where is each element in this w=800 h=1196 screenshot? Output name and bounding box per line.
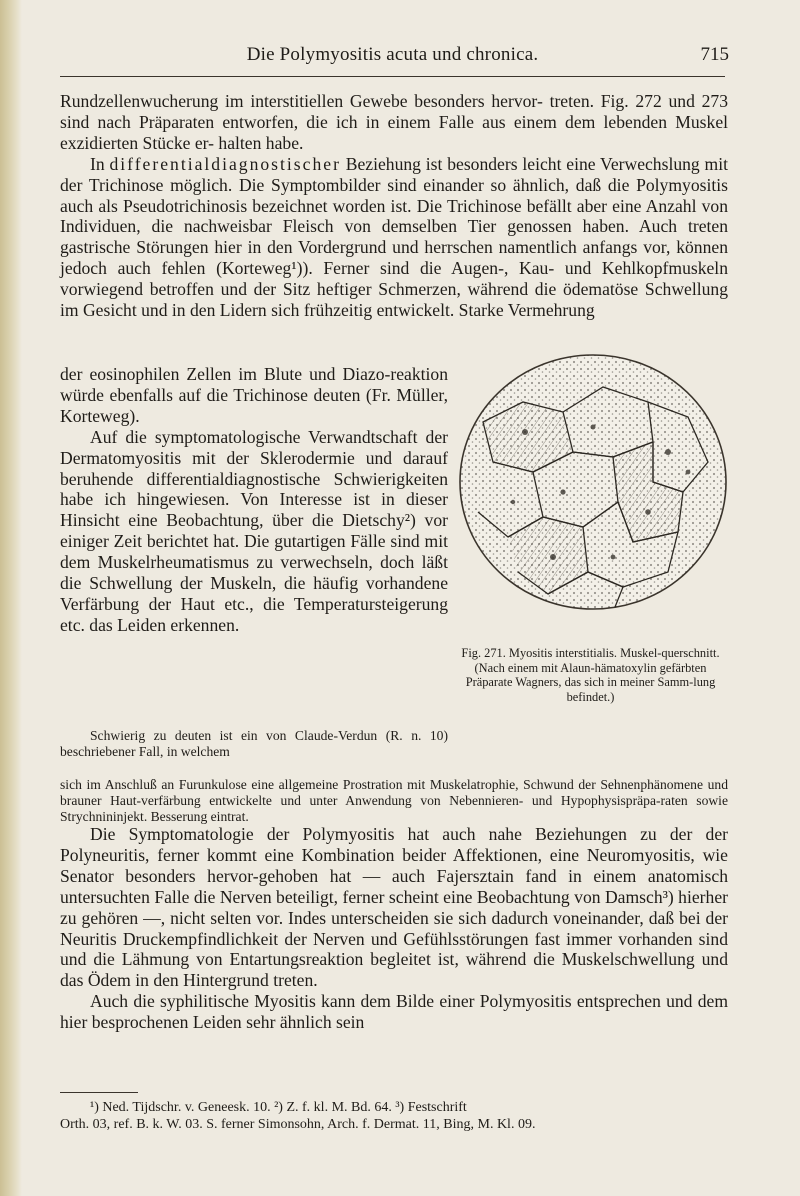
paragraph-3: Auf die symptomatologische Verwandtschaft der Dermatomyositis mit der Sklerodermie und darauf beruhende differentialdiagnostische Schwierigkeiten habe ich hingewiesen. Von Interesse ist in dieser Hinsicht eine Beobachtung, über die Dietschy²) vor einiger Zeit berichtet hat. Die gutartigen Fälle sind mit dem Muskelrheumatismus zu verwechseln, doch läßt die Schwellung der Muskeln, die häufig vorhandene Verfärbung der Haut etc., die Temperatursteigerung etc. das Leiden erkennen. (60, 426, 448, 635)
paragraph-2-continued: der eosinophilen Zellen im Blute und Diazo-reaktion würde ebenfalls auf die Trichinose deuten (Fr. Müller, Korteweg). (60, 364, 448, 426)
small-print-narrow (60, 728, 448, 760)
footnote-line-2: Orth. 03, ref. B. k. W. 03. S. ferner Simonsohn, Arch. f. Dermat. 11, Bing, M. Kl. 09. (60, 1117, 536, 1132)
small-print-paragraph: sich im Anschluß an Furunkulose eine allgemeine Prostration mit Muskelatrophie, Schwund der Sehnenphänomene und brauner Haut-verfärbung entwickelte und unter Anwendung von Nebennieren- und Hypophysispräpa-raten sowie Strychnininjekt. Besserung eintrat. (60, 777, 728, 825)
paragraph-4: Die Symptomatologie der Polymyositis hat auch nahe Beziehungen zu der der Polyneuritis, ferner kommt eine Kombination beider Affektionen, eine Neuromyositis, wie Senator besonders hervor-gehoben hat — auch Fajersztain fand in einem anatomisch untersuchten Falle die Nerven beteiligt, ferner scheint eine Beobachtung von Damsch³) hierher zu gehören —, nicht selten vor. Indes unterscheiden sie sich dadurch voneinander, daß bei der Neuritis Druckempfindlichkeit der Nerven und Gefühlsstörungen fast immer vorhanden sind und die Lähmung von Entartungsreaktion begleitet ist, während die Muskelschwellung und das Ödem in den Hintergrund treten. (60, 824, 728, 991)
footnote-separator (60, 1092, 138, 1093)
figure-caption: Fig. 271. Myositis interstitialis. Muskel-querschnitt. (Nach einem mit Alaun-hämatoxylin gefärbten Präparate Wagners, das sich in meiner Samm-lung befindet.) (461, 646, 720, 704)
line-2: treten. Fig. 272 und 273 sind nach Präparaten entworfen, die ich (60, 91, 729, 132)
footnotes (60, 1099, 728, 1133)
page-header (60, 40, 729, 77)
paragraph-2-lead: In (90, 153, 110, 174)
text-block-top (60, 91, 728, 321)
muscle-cross-section-illustration (453, 332, 728, 642)
paragraph-1 (60, 91, 728, 154)
footnote-line-1: ¹) Ned. Tijdschr. v. Geneesk. 10. ²) Z. f. kl. M. Bd. 64. ³) Festschrift (90, 1100, 467, 1115)
small-print-wide (60, 777, 728, 826)
small-print-line: Schwierig zu deuten ist ein von Claude-Verdun (R. n. 10) beschriebener Fall, in welchem (60, 728, 448, 760)
line-4: halten habe. (218, 132, 304, 153)
page-number: 715 (700, 44, 729, 65)
paragraph-5: Auch die syphilitische Myositis kann dem Bilde einer Polymyositis entsprechen und dem hier besprochenen Leiden sehr ähnlich sein (60, 991, 728, 1033)
line-3: in einem Falle aus einem dem lebenden Muskel exzidierten Stücke er- (60, 111, 729, 153)
running-title: Die Polymyositis acuta und chronica. (246, 44, 539, 65)
paragraph-2-text: Beziehung ist besonders leicht eine Verwechslung mit der Trichinose möglich. Die Symptombilder sind einander so ähnlich, daß die Polymyositis auch als Pseudotrichinosis bezeichnet worden ist. Die Trichinose befällt aber eine Anzahl von Individuen, die nachweisbar Fleisch von demselben Tier genossen haben. Auch treten gastrische Störungen hier in den Vordergrund und herrschen namentlich anfangs vor, können jedoch auch fehlen (Korteweg¹)). Ferner sind die Augen-, Kau- und Kehlkopfmuskeln vorwiegend betroffen und der Sitz heftiger Schmerzen, während die ödematöse Schwellung im Gesicht und in den Lidern sich frühzeitig entwickelt. Starke Vermehrung (60, 153, 728, 321)
text-block-bottom (60, 824, 728, 1033)
line-1: Rundzellenwucherung im interstitiellen Gewebe besonders hervor- (60, 91, 543, 111)
paragraph-2 (60, 154, 728, 321)
figure-271 (453, 332, 728, 722)
paragraph-2-emphasis: differentialdiagnostischer (109, 153, 341, 174)
text-block-left-column (60, 364, 448, 636)
